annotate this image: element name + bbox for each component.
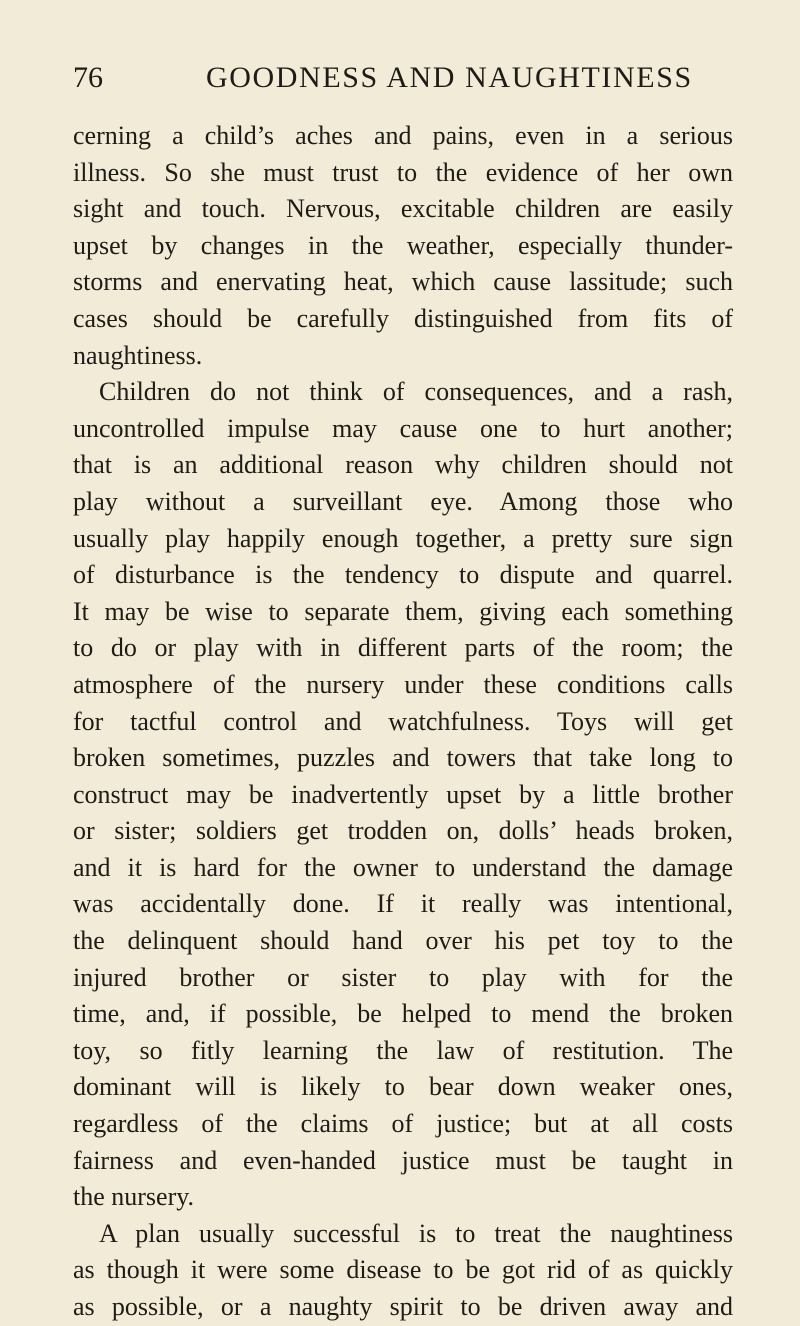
text-line: of disturbance is the tendency to dispute and quarrel.	[73, 560, 733, 590]
text-line: cerning a child’s aches and pains, even in a serious	[73, 121, 733, 150]
text-line: sight and touch. Nervous, excitable children are easily	[73, 194, 733, 224]
text-line: dominant will is likely to bear down weaker ones,	[73, 1072, 733, 1102]
paragraph-start-line: Children do not think of consequences, and a rash,	[99, 377, 733, 407]
paragraph-start-line: A plan usually successful is to treat the naughtiness	[99, 1218, 733, 1248]
text-line: construct may be inadvertently upset by a little brother	[73, 779, 733, 809]
text-line: regardless of the claims of justice; but at all costs	[73, 1109, 733, 1139]
text-line: and it is hard for the owner to understand the damage	[73, 852, 733, 882]
text-line: cases should be carefully distinguished from fits of	[73, 303, 733, 333]
text-line: naughtiness.	[73, 340, 203, 370]
text-line: storms and enervating heat, which cause lassitude; such	[73, 267, 733, 297]
text-line: uncontrolled impulse may cause one to hurt another;	[73, 413, 733, 443]
text-line: illness. So she must trust to the evidence of her own	[73, 157, 733, 187]
text-line: upset by changes in the weather, especially thunder-	[73, 230, 733, 260]
text-line: atmosphere of the nursery under these conditions calls	[73, 669, 733, 699]
body-text	[73, 118, 733, 1326]
text-line: was accidentally done. If it really was intentional,	[73, 889, 733, 919]
text-line: usually play happily enough together, a pretty sure sign	[73, 523, 733, 553]
text-line: as possible, or a naughty spirit to be driven away and	[73, 1292, 733, 1321]
chapter-title: GOODNESS AND NAUGHTINESS	[206, 61, 693, 94]
text-line: time, and, if possible, be helped to mend the broken	[73, 999, 733, 1029]
text-line: for tactful control and watchfulness. Toys will get	[73, 706, 733, 736]
page-number: 76	[73, 61, 103, 94]
text-line: It may be wise to separate them, giving each something	[73, 596, 733, 626]
text-line: the delinquent should hand over his pet toy to the	[73, 926, 733, 956]
text-line: broken sometimes, puzzles and towers that take long to	[73, 743, 733, 773]
running-head	[73, 58, 733, 98]
text-line: fairness and even-handed justice must be taught in	[73, 1145, 733, 1175]
text-line: toy, so fitly learning the law of restitution. The	[73, 1035, 733, 1065]
text-line: to do or play with in different parts of the room; the	[73, 633, 733, 663]
text-line: play without a surveillant eye. Among those who	[73, 486, 733, 516]
text-line: or sister; soldiers get trodden on, dolls’ heads broken,	[73, 816, 733, 846]
text-line: as though it were some disease to be got rid of as quickly	[73, 1255, 733, 1285]
text-line: the nursery.	[73, 1182, 195, 1212]
text-line: that is an additional reason why children should not	[73, 450, 733, 480]
text-line: injured brother or sister to play with for the	[73, 962, 733, 992]
